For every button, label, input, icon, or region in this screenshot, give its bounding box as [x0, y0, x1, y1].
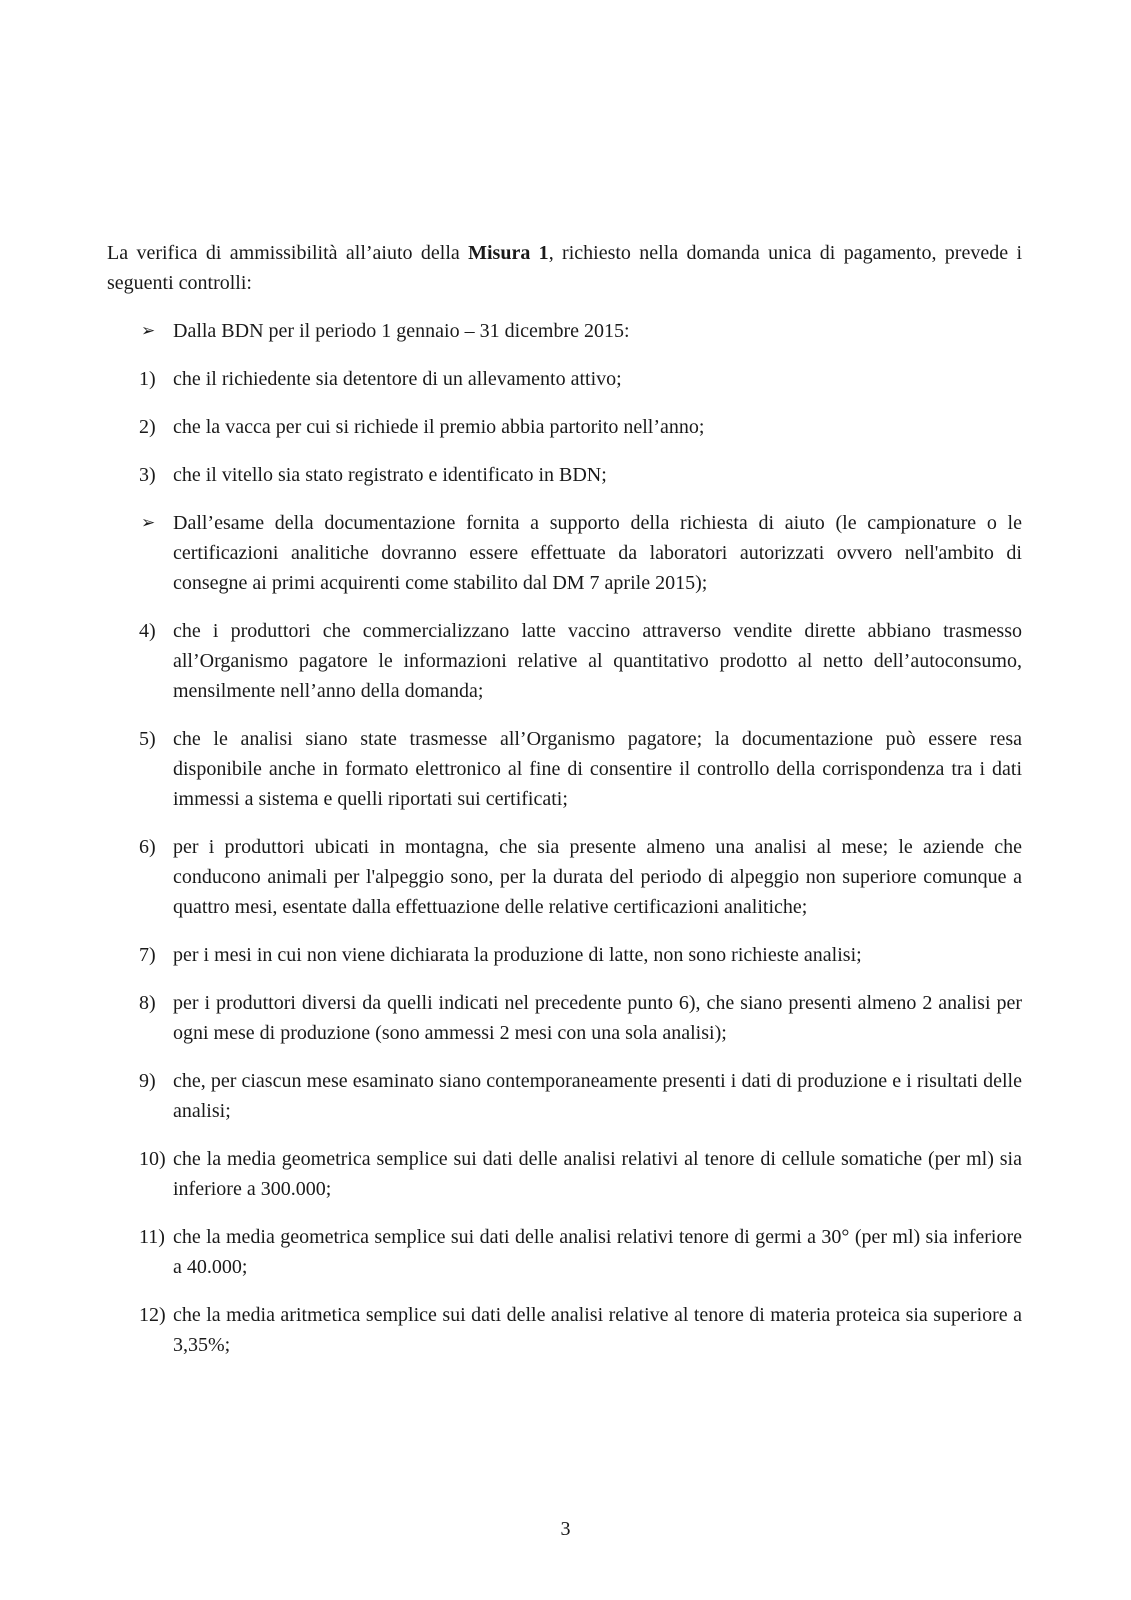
page-content	[107, 238, 1022, 1378]
list-item-number: 5)	[139, 728, 156, 750]
list-item-text: che il richiedente sia detentore di un allevamento attivo;	[173, 368, 622, 390]
arrow-bullet-icon: ➢	[141, 321, 156, 341]
list-item-text: che le analisi siano state trasmesse all’Organismo pagatore; la documentazione può essere resa disponibile anche in formato elettronico al fine di consentire il controllo della corrispondenza tra i dati immessi a sistema e quelli riportati sui certificati;	[173, 728, 1022, 810]
list-item-1	[107, 364, 1022, 394]
list-item-number: 8)	[139, 992, 156, 1014]
intro-text-end: , richiesto nella domanda unica di pagamento, prevede i seguenti controlli:	[107, 242, 1022, 294]
arrow-bullet-icon: ➢	[141, 513, 156, 533]
list-item-text: Dall’esame della documentazione fornita a supporto della richiesta di aiuto (le campionature o le certificazioni analitiche dovranno essere effettuate da laboratori autorizzati ovvero nell'ambito di consegne ai primi acquirenti come stabilito dal DM 7 aprile 2015);	[173, 512, 1022, 594]
list-item-number: 10)	[139, 1148, 166, 1170]
list-item-text: Dalla BDN per il periodo 1 gennaio – 31 dicembre 2015:	[173, 320, 630, 342]
list-item-3	[107, 460, 1022, 490]
intro-paragraph	[107, 238, 1022, 298]
list-item-text: per i produttori diversi da quelli indicati nel precedente punto 6), che siano presenti almeno 2 analisi per ogni mese di produzione (sono ammessi 2 mesi con una sola analisi);	[173, 992, 1022, 1044]
list-item-text: per i produttori ubicati in montagna, che sia presente almeno una analisi al mese; le aziende che conducono animali per l'alpeggio sono, per la durata del periodo di alpeggio non superiore comunque a quattro mesi, esentate dalla effettuazione delle relative certificazioni analitiche;	[173, 836, 1022, 918]
list-item-text: che il vitello sia stato registrato e identificato in BDN;	[173, 464, 607, 486]
list-item-number: 11)	[139, 1226, 165, 1248]
list-item-number: 12)	[139, 1304, 166, 1326]
list-item-text: che la vacca per cui si richiede il premio abbia partorito nell’anno;	[173, 416, 705, 438]
list-item-bdn-heading	[107, 316, 1022, 346]
list-item-11	[107, 1222, 1022, 1282]
list-item-8	[107, 988, 1022, 1048]
list-item-6	[107, 832, 1022, 922]
list-item-7	[107, 940, 1022, 970]
list-item-number: 9)	[139, 1070, 156, 1092]
list-item-number: 7)	[139, 944, 156, 966]
list-item-number: 3)	[139, 464, 156, 486]
list-item-text: che la media geometrica semplice sui dati delle analisi relativi al tenore di cellule somatiche (per ml) sia inferiore a 300.000;	[173, 1148, 1022, 1200]
list-item-number: 2)	[139, 416, 156, 438]
list-item-text: per i mesi in cui non viene dichiarata la produzione di latte, non sono richieste analisi;	[173, 944, 862, 966]
list-item-text: che i produttori che commercializzano latte vaccino attraverso vendite dirette abbiano trasmesso all’Organismo pagatore le informazioni relative al quantitativo prodotto al netto dell’autoconsumo, mensilmente nell’anno della domanda;	[173, 620, 1022, 702]
list-item-text: che la media geometrica semplice sui dati delle analisi relativi tenore di germi a 30° (per ml) sia inferiore a 40.000;	[173, 1226, 1022, 1278]
list-item-text: che la media aritmetica semplice sui dati delle analisi relative al tenore di materia proteica sia superiore a 3,35%;	[173, 1304, 1022, 1356]
list-item-12	[107, 1300, 1022, 1360]
intro-bold-measure: Misura 1	[468, 242, 549, 264]
list-item-documentation-heading	[107, 508, 1022, 598]
list-item-number: 6)	[139, 836, 156, 858]
list-item-10	[107, 1144, 1022, 1204]
list-item-2	[107, 412, 1022, 442]
list-item-5	[107, 724, 1022, 814]
list-item-text: che, per ciascun mese esaminato siano contemporaneamente presenti i dati di produzione e i risultati delle analisi;	[173, 1070, 1022, 1122]
list-item-9	[107, 1066, 1022, 1126]
page-number: 3	[560, 1518, 571, 1540]
intro-text-start: La verifica di ammissibilità all’aiuto della	[107, 242, 469, 264]
list-item-number: 1)	[139, 368, 156, 390]
list-item-4	[107, 616, 1022, 706]
list-item-number: 4)	[139, 620, 156, 642]
